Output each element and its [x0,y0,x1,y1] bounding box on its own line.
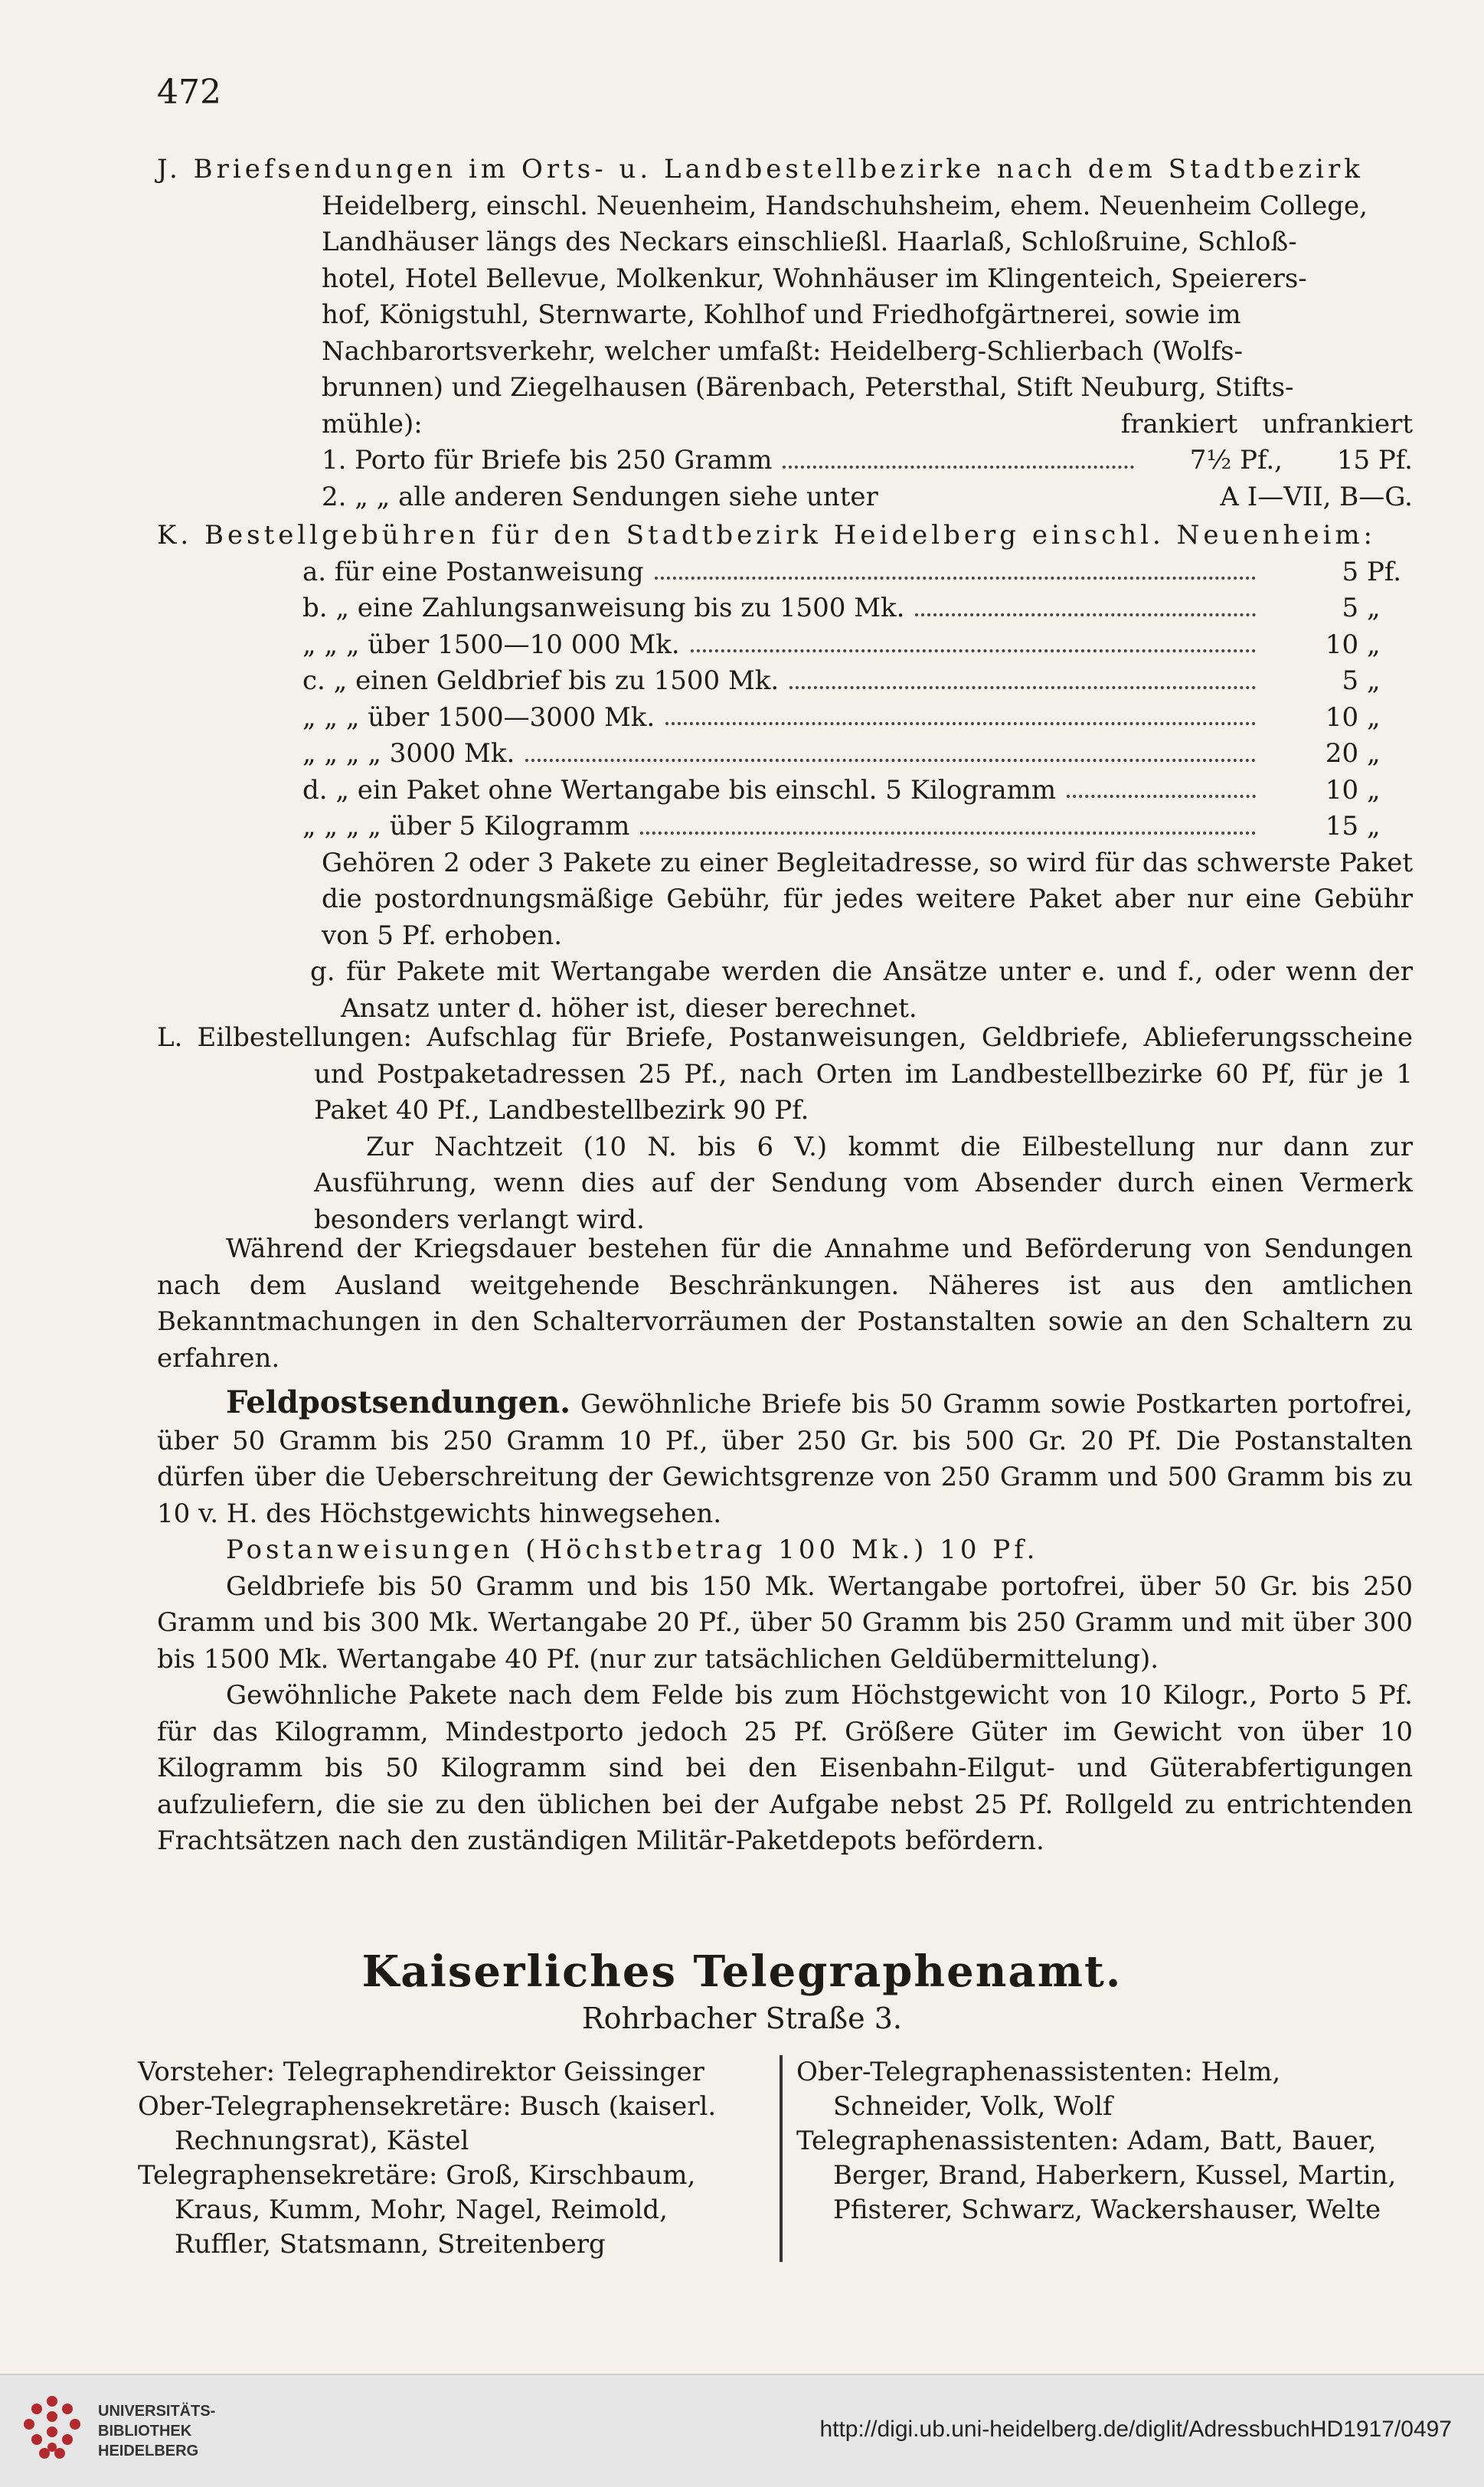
fee-unit: „ [1367,811,1381,842]
dot-leader [789,663,1256,689]
source-url-link[interactable]: http://digi.ub.uni-heidelberg.de/diglit/AdressbuchHD1917/0497 [819,2417,1452,2442]
dot-leader [665,700,1256,726]
column-header-row [157,407,1413,443]
section-j [157,152,1413,515]
tariff-row [157,443,1413,479]
fee-value: 10 [1325,629,1359,660]
section-heading: Feldpostsendungen. [226,1384,571,1420]
paragraph: Gewöhnliche Briefe bis 50 Gramm sowie Postkarten portofrei, über 50 Gramm bis 250 Gramm 10 Pf., über 250 Gr. bis 500 Gr. 20 Pf. Die Postanstalten dürfen über die Ueberschreitung der Gewichtsgrenze von 250 Gramm und 500 Gramm bis zu 10 v. H. des Höchstgewichts hinwegsehen. [157,1389,1413,1529]
fee-row [302,809,1413,845]
paragraph: Zur Nachtzeit (10 N. bis 6 V.) kommt die Eilbestellung nur dann zur Ausführung, wenn dies auf der Sendung vom Absender durch einen Vermerk besonders verlangt wird. [314,1131,1413,1235]
fee-value: 20 [1325,738,1359,769]
fee-unit: „ [1367,738,1381,769]
paragraph: Postanweisungen (Höchstbetrag 100 Mk.) 10 Pf. [226,1534,1039,1565]
column-header-frankiert: frankiert [1120,408,1238,440]
text-line: brunnen) und Ziegelhausen (Bärenbach, Petersthal, Stift Neuburg, Stifts- [322,372,1294,403]
tariff-reference: A I—VII, B—G. [1220,481,1413,512]
library-name-line: BIBLIOTHEK [98,2423,192,2440]
fee-unit: „ [1367,701,1381,733]
staff-column-right [796,2055,1424,2262]
tariff-row [157,479,1413,516]
fee-label: „ „ „ „ über 5 Kilogramm [302,811,630,842]
fee-row [302,700,1413,737]
fee-value: 5 [1342,556,1359,587]
staff-entry: Ober-Telegraphenassistenten: Helm, Schneider, Volk, Wolf [796,2057,1281,2122]
fee-row [302,736,1413,773]
paragraph: L. Eilbestellungen: Aufschlag für Briefe, Postanweisungen, Geldbriefe, Ablieferungsscheine und Postpaketadressen 25 Pf., nach Orten im Landbestellbezirke 60 Pf, für je 1 Paket 40 Pf., Landbestellbezirk 90 Pf. [157,1022,1413,1126]
staff-entry: Telegraphensekretäre: Groß, Kirschbaum, Kraus, Kumm, Mohr, Nagel, Reimold, Ruffler, Statsmann, Streitenberg [138,2160,696,2260]
war-notice [157,1231,1413,1377]
section-heading: K. Bestellgebühren für den Stadtbezirk Heidelberg einschl. Neuenheim: [157,520,1377,551]
fee-value: 10 [1325,701,1359,733]
fee-label: „ „ „ über 1500—3000 Mk. [302,701,655,733]
fee-value: 15 [1325,811,1359,842]
section-k [157,518,1413,1027]
fee-unit: „ [1367,665,1381,696]
tariff-label: 1. Porto für Briefe bis 250 Gramm [322,445,773,476]
fee-row [302,773,1413,809]
fee-row [302,590,1413,627]
text-line: hof, Königstuhl, Sternwarte, Kohlhof und Friedhofgärtnerei, sowie im [322,299,1241,330]
fee-label: „ „ „ über 1500—10 000 Mk. [302,629,680,660]
fee-label: b. „ eine Zahlungsanweisung bis zu 1500 Mk. [302,593,905,623]
dot-leader [915,590,1256,616]
text-line: Heidelberg, einschl. Neuenheim, Handschuhsheim, ehem. Neuenheim College, [322,190,1368,221]
fee-row [302,663,1413,700]
fee-unit: „ [1367,593,1381,623]
staff-entry: Telegraphenassistenten: Adam, Batt, Bauer, Berger, Brand, Haberkern, Kussel, Martin, Pfisterer, Schwarz, Wackershauser, Welte [796,2126,1397,2225]
fee-unit: Pf. [1367,556,1402,587]
feldpost-section [157,1384,1413,1860]
page-number: 472 [157,73,221,112]
staff-columns [138,2055,1424,2262]
fee-label: c. „ einen Geldbrief bis zu 1500 Mk. [302,665,780,696]
column-divider [780,2055,783,2262]
library-footer [0,2374,1484,2487]
paragraph: Geldbriefe bis 50 Gramm und bis 150 Mk. Wertangabe portofrei, über 50 Gr. bis 250 Gramm und bis 300 Mk. Wertangabe 20 Pf., über 50 Gramm bis 250 Gramm und mit über 300 bis 1500 Mk. Wertangabe 40 Pf. (nur zur tatsächlichen Geldübermittelung). [157,1570,1413,1675]
fee-value: 5 [1342,665,1359,696]
staff-entry: Vorsteher: Telegraphendirektor Geissinger [138,2057,704,2087]
university-library-logo-icon [14,2392,90,2469]
tariff-label: 2. „ „ alle anderen Sendungen siehe unter [322,481,878,512]
staff-entry: Ober-Telegraphensekretäre: Busch (kaiserl. Rechnungsrat), Kästel [138,2091,717,2156]
section-l [157,1020,1413,1238]
paragraph: Gewöhnliche Pakete nach dem Felde bis zum Höchstgewicht von 10 Kilogr., Porto 5 Pf. für das Kilogramm, Mindestporto jedoch 25 Pf. Größere Güter im Gewicht von über 10 Kilogramm bis 50 Kilogramm sind bei den Eisenbahn-Eilgut- und Güterabfertigungen aufzuliefern, die sie zu den üblichen bei der Aufgabe nebst 25 Pf. Rollgeld zu entrichtenden Frachtsätzen nach den zuständigen Militär-Paketdepots befördern. [157,1680,1413,1856]
fee-value: 10 [1325,774,1359,806]
fee-row [302,627,1413,664]
tariff-unfrankiert: 15 Pf. [1336,445,1413,476]
fee-label: a. für eine Postanweisung [302,556,644,587]
text-line: hotel, Hotel Bellevue, Molkenkur, Wohnhäuser im Klingenteich, Speierers- [322,263,1307,294]
paragraph: g. für Pakete mit Wertangabe werden die Ansätze unter e. und f., oder wenn der Ansatz unter d. höher ist, dieser berechnet. [310,956,1413,1024]
dot-leader [1067,773,1256,799]
text-line: J. Briefsendungen im Orts- u. Landbestellbezirke nach dem Stadtbezirk [157,154,1364,185]
library-name-line: HEIDELBERG [98,2443,199,2459]
fee-unit: „ [1367,774,1381,806]
fee-unit: „ [1367,629,1381,660]
telegraph-address: Rohrbacher Straße 3. [582,2002,902,2035]
staff-column-left [138,2055,766,2262]
library-name-line: UNIVERSITÄTS- [98,2403,216,2420]
fee-row [302,554,1413,591]
fee-value: 5 [1342,593,1359,623]
column-header-unfrankiert: unfrankiert [1262,408,1413,440]
paragraph: Gehören 2 oder 3 Pakete zu einer Begleitadresse, so wird für das schwerste Paket die postordnungsmäßige Gebühr, für jedes weitere Paket aber nur eine Gebühr von 5 Pf. erhoben. [322,847,1413,951]
dot-leader [691,627,1257,653]
text-line: Landhäuser längs des Neckars einschließl. Haarlaß, Schloßruine, Schloß- [322,227,1297,257]
tariff-frankiert: 7½ Pf., [1189,445,1283,476]
dot-leader [783,443,1134,469]
fee-label: d. „ ein Paket ohne Wertangabe bis einschl. 5 Kilogramm [302,774,1057,806]
library-name [98,2401,215,2461]
dot-leader [525,736,1256,762]
dot-leader [655,554,1257,580]
text-line: mühle): [322,408,423,440]
fee-label: „ „ „ „ 3000 Mk. [302,738,515,769]
telegraph-title: Kaiserliches Telegraphenamt. [361,1946,1123,1997]
dot-leader [640,809,1256,835]
text-line: Nachbarortsverkehr, welcher umfaßt: Heidelberg-Schlierbach (Wolfs- [322,335,1243,367]
paragraph: Während der Kriegsdauer bestehen für die Annahme und Beförderung von Sendungen nach dem Ausland weitgehende Beschränkungen. Näheres ist aus den amtlichen Bekanntmachungen in den Schaltervorräumen der Postanstalten sowie an den Schaltern zu erfahren. [157,1234,1413,1374]
